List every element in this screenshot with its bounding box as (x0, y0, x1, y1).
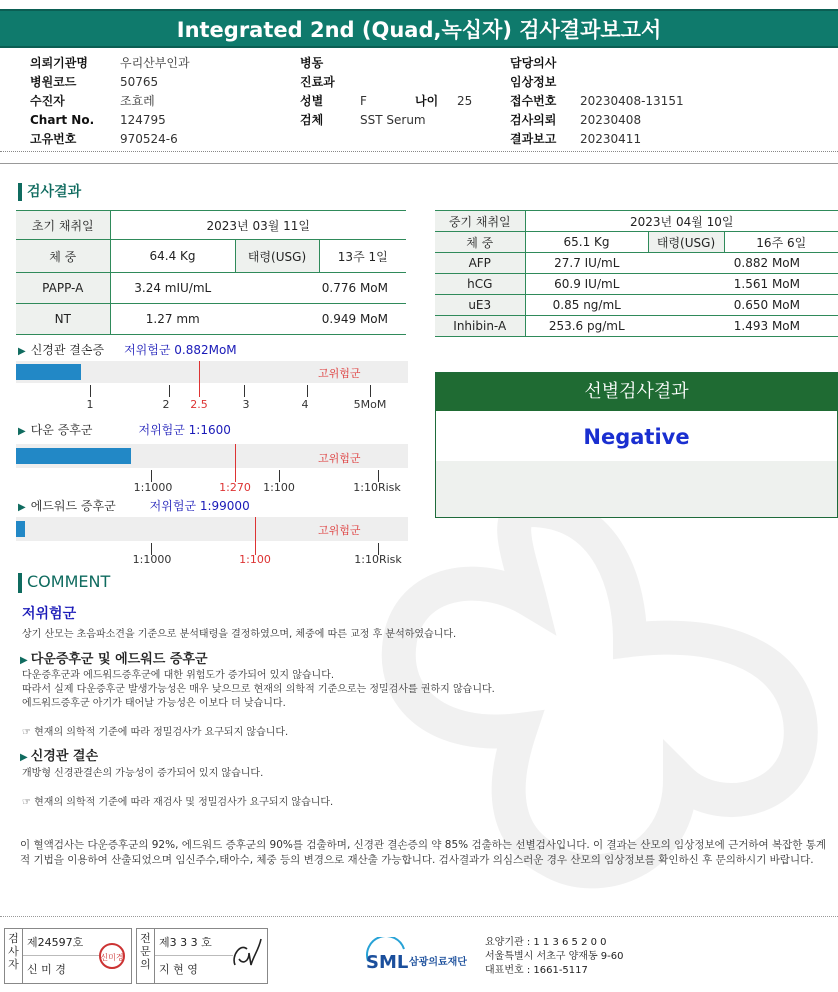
results-section-label: 검사결과 (27, 184, 82, 200)
comment-note: ☞ 현재의 의학적 기준에 따라 정밀검사가 요구되지 않습니다. (22, 727, 289, 738)
screening-result-header: 선별검사결과 (436, 373, 837, 411)
tester-seal-stamp (97, 941, 127, 971)
info-label: 고유번호 (30, 132, 77, 146)
second-ga-label: 태령(USG) (648, 232, 724, 253)
marker-value: 0.85 ng/mL (525, 295, 648, 316)
marker-name: hCG (435, 274, 525, 295)
comment-line: 다운증후군과 에드워드증후군에 대한 위험도가 증가되어 있지 않습니다. (22, 670, 335, 681)
comment-line: 에드워드증후군 아기가 태어날 가능성은 이보다 더 낮습니다. (22, 698, 286, 709)
patient-info-col3 (510, 54, 684, 149)
info-value: 20230408 (580, 113, 642, 127)
lab-address: 서울특별시 서초구 양재동 9-60 (485, 951, 624, 962)
comment-line: 개방형 신경관결손의 가능성이 증가되어 있지 않습니다. (22, 768, 264, 779)
lab-info (485, 936, 624, 978)
high-risk-label: 고위험군 (318, 452, 361, 465)
second-weight-label: 체 중 (435, 232, 525, 253)
info-value: 20230411 (580, 132, 642, 146)
tick-label: 5MoM (353, 398, 387, 411)
lab-phone: 대표번호 : 1661-5117 (485, 965, 588, 976)
section-marker (18, 573, 22, 593)
divider (0, 151, 838, 152)
info-label: 진료과 (300, 75, 335, 89)
divider (0, 163, 838, 164)
info-label: Chart No. (30, 113, 95, 127)
specialist-name: 지 현 영 (159, 963, 198, 976)
risk-result: 저위험군 1:1600 (138, 423, 231, 437)
first-trimester-table (16, 210, 406, 335)
info-label: 의뢰기관명 (30, 56, 88, 70)
disclaimer-footnote: 이 혈액검사는 다운증후군의 92%, 에드워드 증후군의 90%를 검출하며, 신경관 결손증의 약 85% 검출하는 선별검사입니다. 이 결과는 산모의 임상정보에 근거하여 복잡한 통계적 기법을 이용하여 산출되었으며 임신주수,태아수, 체중 등의 변경으로 재산출 가능합니다. 검사결과가 의심스러운 경우 산모의 임상정보를 확인하신 후 문의하시기 바랍니다. (20, 839, 827, 866)
tick-label: 4 (301, 398, 309, 411)
marker-value: 1.27 mm (110, 304, 235, 335)
risk-result: 저위험군 1:99000 (149, 499, 250, 513)
marker-name: AFP (435, 253, 525, 274)
second-date-value: 2023년 04월 10일 (525, 211, 838, 232)
patient-info-col2 (300, 54, 472, 130)
info-value: 조효레 (120, 94, 155, 108)
info-label: 성별 (300, 94, 324, 108)
risk-result: 저위험군 0.882MoM (124, 343, 237, 357)
triangle-icon: ▶ (18, 502, 26, 513)
scale-tick (307, 385, 308, 397)
scale-tick (169, 385, 170, 397)
svg-text:신미경: 신미경 (100, 953, 124, 962)
second-date-label: 중기 채취일 (435, 211, 525, 232)
info-label: 병원코드 (30, 75, 77, 89)
info-label: 검사의뢰 (510, 113, 557, 127)
first-weight-value: 64.4 Kg (110, 240, 235, 273)
first-weight-label: 체 중 (16, 240, 110, 273)
lab-name: 삼광의료재단 (409, 957, 467, 968)
patient-info-col1 (30, 54, 190, 149)
tick-label: 1:270 (219, 481, 251, 494)
scale-tick (244, 385, 245, 397)
comment-note: ☞ 현재의 의학적 기준에 따라 재검사 및 정밀검사가 요구되지 않습니다. (22, 797, 334, 808)
triangle-icon: ▶ (20, 655, 28, 666)
info-value: SST Serum (360, 113, 426, 127)
tick-label: 1:10Risk (354, 553, 402, 566)
marker-name: NT (16, 304, 110, 335)
info-value: 124795 (120, 113, 166, 127)
lab-code: 요양기관 : 1 1 3 6 5 2 0 0 (485, 937, 607, 948)
info-label: 결과보고 (510, 132, 557, 146)
second-weight-value: 65.1 Kg (525, 232, 648, 253)
tick-label: 1:10Risk (353, 481, 401, 494)
info-label: 담당의사 (510, 56, 557, 70)
marker-mom: 1.493 MoM (648, 316, 838, 337)
specialist-license-no: 제3 3 3 호 (155, 929, 233, 956)
second-trimester-table (435, 210, 838, 337)
marker-mom: 0.776 MoM (235, 273, 406, 304)
edwards-risk-heading (18, 497, 250, 514)
info-value: 우리산부인과 (120, 56, 190, 70)
info-value: F (360, 94, 367, 108)
age-value: 25 (457, 94, 473, 108)
ntd-risk-heading (18, 341, 237, 358)
edwards-risk-fill (16, 521, 25, 537)
high-risk-label: 고위험군 (318, 524, 361, 537)
tester-name: 신 미 경 (27, 963, 66, 976)
triangle-icon: ▶ (18, 426, 26, 437)
tick-label: 2.5 (190, 398, 208, 411)
info-value: 50765 (120, 75, 159, 89)
triangle-icon: ▶ (20, 752, 28, 763)
tick-label: 1:100 (263, 481, 295, 494)
specialist-signature-mark (229, 935, 265, 975)
triangle-icon: ▶ (18, 346, 26, 357)
marker-name: Inhibin-A (435, 316, 525, 337)
first-date-value: 2023년 03월 11일 (110, 211, 406, 240)
report-title: Integrated 2nd (Quad,녹십자) 검사결과보고서 (0, 9, 838, 48)
tick-label: 2 (162, 398, 170, 411)
comment-line: 따라서 실제 다운증후군 발생가능성은 매우 낮으므로 현재의 의학적 기준으로는 정밀검사를 권하지 않습니다. (22, 684, 495, 695)
marker-value: 60.9 IU/mL (525, 274, 648, 295)
marker-mom: 0.949 MoM (235, 304, 406, 335)
tester-label: 검사자 (5, 929, 23, 983)
second-ga-value: 16주 6일 (724, 232, 838, 253)
marker-value: 3.24 mIU/mL (110, 273, 235, 304)
scale-tick (370, 385, 371, 397)
tick-label: 1:1000 (132, 553, 172, 566)
screening-result-value: Negative (436, 411, 837, 461)
first-date-label: 초기 채취일 (16, 211, 110, 240)
logo-text: SML (366, 952, 409, 973)
risk-name: 신경관 결손증 (30, 343, 105, 357)
ntd-risk-fill (16, 364, 81, 380)
marker-name: uE3 (435, 295, 525, 316)
marker-mom: 1.561 MoM (648, 274, 838, 295)
info-value: 970524-6 (120, 132, 178, 146)
high-risk-label: 고위험군 (318, 367, 361, 380)
first-ga-label: 태령(USG) (235, 240, 319, 273)
ntd-heading (20, 745, 98, 764)
marker-value: 253.6 pg/mL (525, 316, 648, 337)
ntd-heading-text: 신경관 결손 (30, 749, 99, 764)
section-marker (18, 183, 22, 201)
tester-license-no: 제24597호 (23, 929, 101, 956)
tick-label: 1:100 (239, 553, 271, 566)
comment-title-text: COMMENT (27, 572, 111, 591)
info-label: 검체 (300, 113, 324, 127)
info-label: 임상정보 (510, 75, 557, 89)
specialist-signature-box (136, 928, 268, 984)
risk-name: 에드워드 증후군 (30, 499, 116, 513)
marker-name: PAPP-A (16, 273, 110, 304)
info-value: 20230408-13151 (580, 94, 684, 108)
cutoff-tick (235, 444, 236, 482)
down-risk-fill (16, 448, 131, 464)
risk-name: 다운 증후군 (30, 423, 93, 437)
scale-tick (90, 385, 91, 397)
cutoff-tick (199, 361, 200, 397)
comment-title (18, 572, 110, 593)
low-risk-heading: 저위험군 (22, 606, 77, 622)
first-ga-value: 13주 1일 (319, 240, 406, 273)
cutoff-tick (255, 517, 256, 555)
tester-signature-box (4, 928, 132, 984)
tick-label: 1:1000 (133, 481, 173, 494)
specialist-label: 전문의 (137, 929, 155, 983)
down-risk-heading (18, 421, 231, 438)
tick-label: 3 (242, 398, 250, 411)
tick-label: 1 (86, 398, 94, 411)
age-label: 나이 (415, 94, 439, 108)
info-label: 접수번호 (510, 94, 557, 108)
low-risk-text: 상기 산모는 초음파소견을 기준으로 분석태령을 결정하였으며, 체중에 따른 교정 후 분석하였습니다. (22, 629, 457, 640)
screening-result-pad (436, 461, 837, 517)
marker-value: 27.7 IU/mL (525, 253, 648, 274)
down-edwards-heading (20, 648, 208, 667)
marker-mom: 0.650 MoM (648, 295, 838, 316)
results-section-title (18, 181, 81, 201)
screening-result-box (435, 372, 838, 518)
sml-logo (364, 937, 482, 977)
info-label: 수진자 (30, 94, 65, 108)
divider (0, 916, 838, 917)
down-edwards-heading-text: 다운증후군 및 에드워드 증후군 (30, 652, 208, 667)
marker-mom: 0.882 MoM (648, 253, 838, 274)
info-label: 병동 (300, 56, 324, 70)
